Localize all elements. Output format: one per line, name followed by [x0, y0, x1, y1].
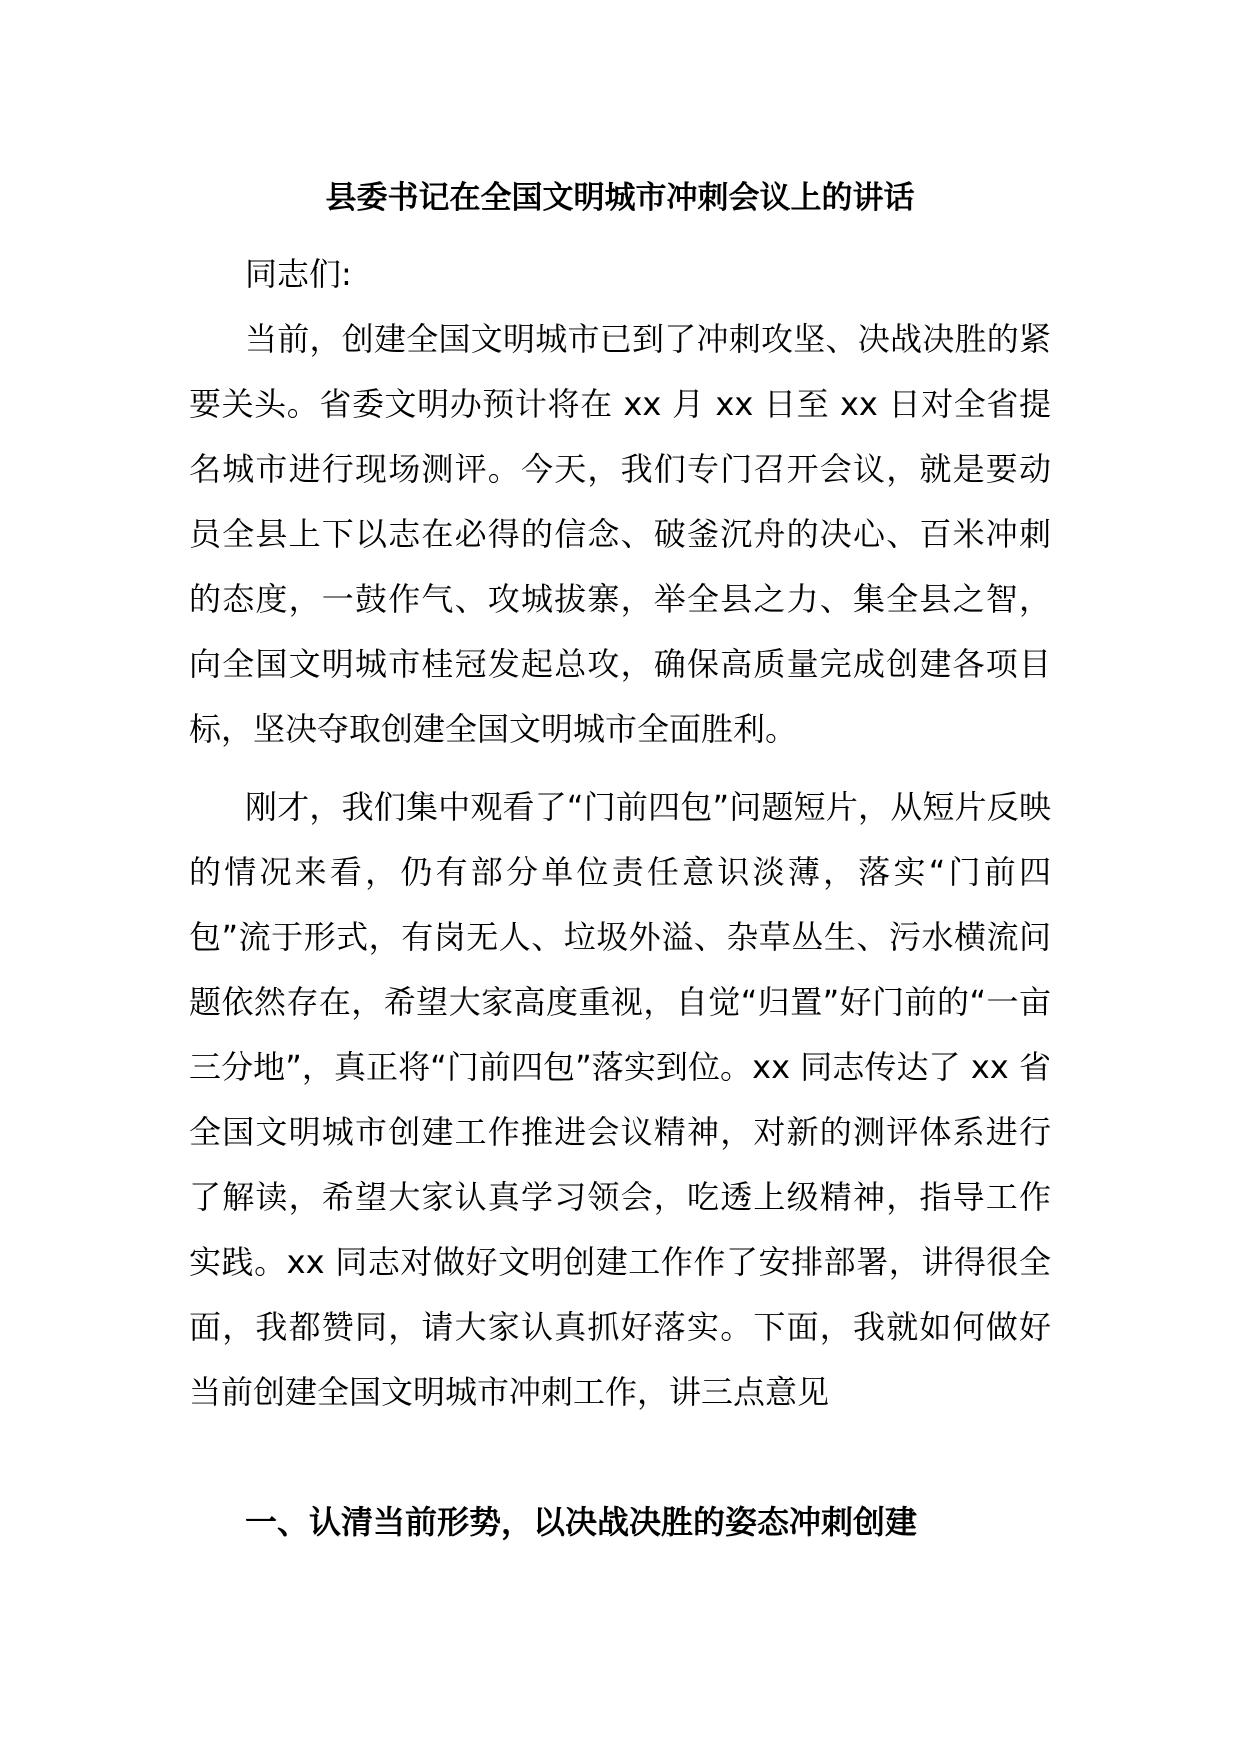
- document-title: 县委书记在全国文明城市冲刺会议上的讲话: [325, 180, 915, 216]
- salutation-text: 同志们:: [245, 255, 352, 293]
- salutation: [189, 242, 1051, 307]
- paragraph-1: [189, 307, 1051, 762]
- paragraph-1-text: 当前，创建全国文明城市已到了冲刺攻坚、决战决胜的紧要关头。省委文明办预计将在 xx 月 xx 日至 xx 日对全省提名城市进行现场测评。今天，我们专门召开会议，就是要动员全县上下以志在必得的信念、破釜沉舟的决心、百米冲刺的态度，一鼓作气、攻城拔寨，举全县之力、集全县之智，向全国文明城市桂冠发起总攻，确保高质量完成创建各项目标，坚决夺取创建全国文明城市全面胜利。: [189, 320, 1051, 748]
- section-heading-1: 一、认清当前形势，以决战决胜的姿态冲刺创建: [245, 1503, 918, 1541]
- paragraph-2-text: 刚才，我们集中观看了“门前四包”问题短片，从短片反映的情况来看，仍有部分单位责任意识淡薄，落实“门前四包”流于形式，有岗无人、垃圾外溢、杂草丛生、污水横流问题依然存在，希望大家高度重视，自觉“归置”好门前的“一亩三分地”，真正将“门前四包”落实到位。xx 同志传达了 xx 省全国文明城市创建工作推进会议精神，对新的测评体系进行了解读，希望大家认真学习领会，吃透上级精神，指导工作实践。xx 同志对做好文明创建工作作了安排部署，讲得很全面，我都赞同，请大家认真抓好落实。下面，我就如何做好当前创建全国文明城市冲刺工作，讲三点意见: [189, 788, 1051, 1411]
- paragraph-2: [189, 775, 1051, 1425]
